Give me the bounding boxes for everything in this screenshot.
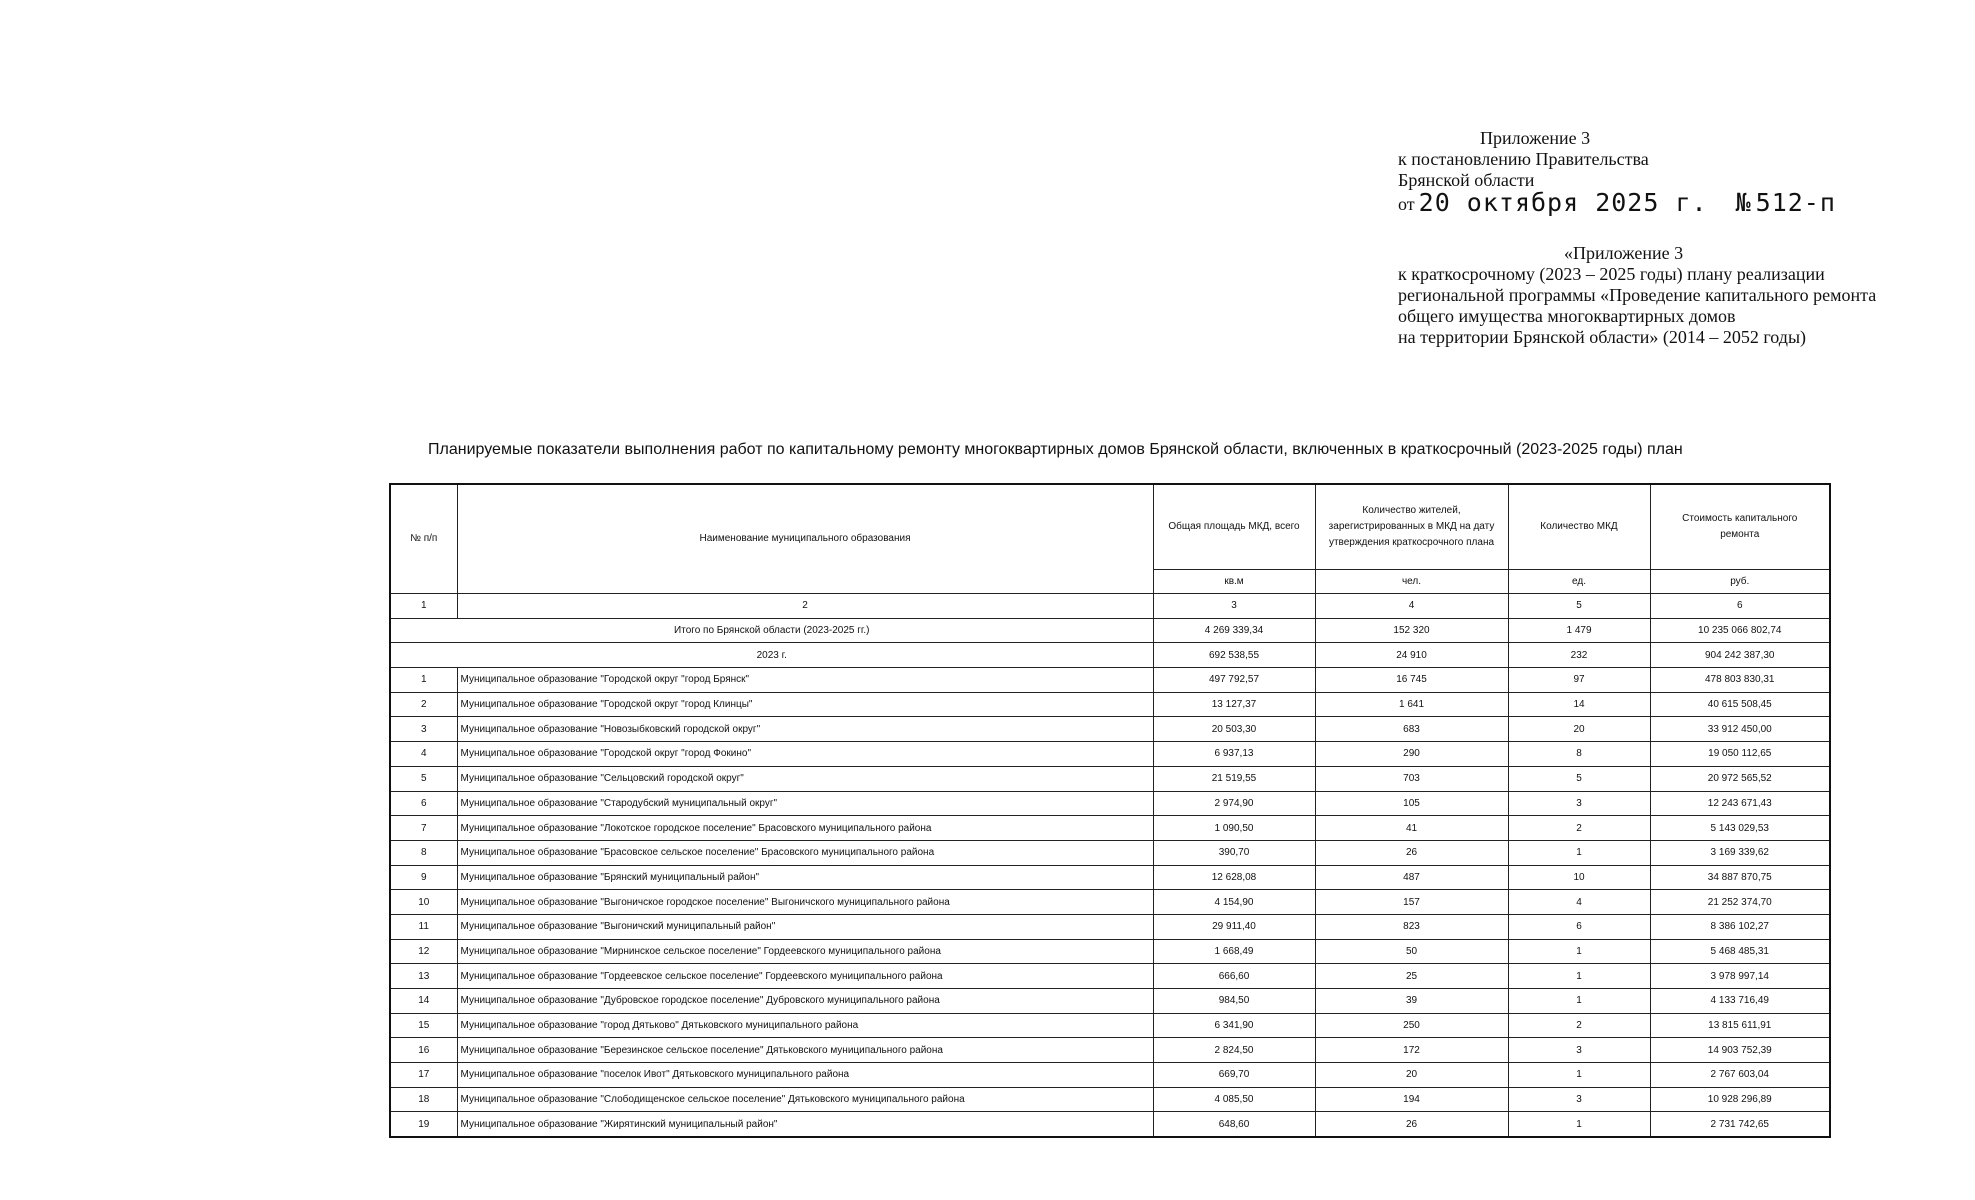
row-name: Муниципальное образование "Выгоничский муниципальный район" (457, 914, 1153, 939)
row-cost: 19 050 112,65 (1650, 742, 1830, 767)
header-cost (1650, 484, 1830, 570)
row-cost: 20 972 565,52 (1650, 766, 1830, 791)
row-area: 4 154,90 (1153, 890, 1315, 915)
row-name: Муниципальное образование "Городской округ "город Брянск" (457, 668, 1153, 693)
row-residents: 823 (1315, 914, 1508, 939)
row-residents: 50 (1315, 939, 1508, 964)
row-area: 666,60 (1153, 964, 1315, 989)
row-residents: 250 (1315, 1013, 1508, 1038)
row-cost: 8 386 102,27 (1650, 914, 1830, 939)
appendix-dateline (1398, 188, 1836, 217)
table-row (390, 890, 1830, 915)
appendix-line: Брянской области (1398, 170, 1535, 190)
table-body (390, 668, 1830, 1138)
unit-count: ед. (1508, 570, 1650, 594)
header-area: Общая площадь МКД, всего (1153, 484, 1315, 570)
row-residents: 20 (1315, 1063, 1508, 1088)
row-name: Муниципальное образование "Гордеевское сельское поселение" Гордеевского муниципального района (457, 964, 1153, 989)
row-count: 8 (1508, 742, 1650, 767)
row-residents: 41 (1315, 816, 1508, 841)
row-count: 10 (1508, 865, 1650, 890)
table-row (390, 816, 1830, 841)
total-label: Итого по Брянской области (2023-2025 гг.) (390, 618, 1153, 643)
row-number: 2 (390, 692, 457, 717)
table-row (390, 742, 1830, 767)
appendix-reference (1398, 243, 1876, 348)
total-row (390, 618, 1830, 643)
indicators-table (389, 483, 1831, 1138)
row-name: Муниципальное образование "Выгоничское городское поселение" Выгоничского муниципального района (457, 890, 1153, 915)
row-residents: 194 (1315, 1087, 1508, 1112)
header-num: № п/п (390, 484, 457, 594)
col-number: 1 (390, 594, 457, 619)
row-number: 14 (390, 989, 457, 1014)
col-number: 2 (457, 594, 1153, 619)
row-name: Муниципальное образование "Жирятинский муниципальный район" (457, 1112, 1153, 1137)
col-number: 5 (1508, 594, 1650, 619)
row-area: 390,70 (1153, 840, 1315, 865)
appendix-title: Приложение 3 (1480, 128, 1591, 148)
table-row (390, 939, 1830, 964)
row-number: 8 (390, 840, 457, 865)
year-count: 232 (1508, 643, 1650, 668)
row-area: 1 668,49 (1153, 939, 1315, 964)
table-row (390, 964, 1830, 989)
row-count: 1 (1508, 989, 1650, 1014)
row-number: 9 (390, 865, 457, 890)
row-number: 5 (390, 766, 457, 791)
appendix-ref-title: «Приложение 3 (1564, 243, 1684, 263)
row-name: Муниципальное образование "Стародубский муниципальный округ" (457, 791, 1153, 816)
total-area: 4 269 339,34 (1153, 618, 1315, 643)
row-residents: 26 (1315, 840, 1508, 865)
row-cost: 3 978 997,14 (1650, 964, 1830, 989)
row-count: 1 (1508, 1063, 1650, 1088)
row-count: 3 (1508, 1087, 1650, 1112)
total-cost: 10 235 066 802,74 (1650, 618, 1830, 643)
row-cost: 3 169 339,62 (1650, 840, 1830, 865)
header-residents-line: утверждения краткосрочного плана (1328, 537, 1495, 548)
unit-residents: чел. (1315, 570, 1508, 594)
unit-cost: руб. (1650, 570, 1830, 594)
header-residents-line: Количество жителей, (1362, 505, 1461, 516)
row-area: 984,50 (1153, 989, 1315, 1014)
row-cost: 21 252 374,70 (1650, 890, 1830, 915)
row-count: 14 (1508, 692, 1650, 717)
row-residents: 25 (1315, 964, 1508, 989)
header-residents-line: зарегистрированных в МКД на дату (1328, 521, 1495, 532)
row-number: 13 (390, 964, 457, 989)
table-row (390, 989, 1830, 1014)
row-name: Муниципальное образование "Сельцовский городской округ" (457, 766, 1153, 791)
table-title: Планируемые показатели выполнения работ по капитальному ремонту многоквартирных домов Брянской области, включенных в краткосрочный (2023-2025 годы) план (428, 441, 1683, 458)
row-cost: 4 133 716,49 (1650, 989, 1830, 1014)
row-cost: 5 468 485,31 (1650, 939, 1830, 964)
header-cost-line: Стоимость капитального (1682, 513, 1798, 524)
table-row (390, 1013, 1830, 1038)
row-cost: 33 912 450,00 (1650, 717, 1830, 742)
row-name: Муниципальное образование "Новозыбковский городской округ" (457, 717, 1153, 742)
row-area: 21 519,55 (1153, 766, 1315, 791)
row-area: 20 503,30 (1153, 717, 1315, 742)
row-count: 2 (1508, 816, 1650, 841)
row-name: Муниципальное образование "Березинское сельское поселение" Дятьковского муниципального района (457, 1038, 1153, 1063)
year-cost: 904 242 387,30 (1650, 643, 1830, 668)
row-area: 29 911,40 (1153, 914, 1315, 939)
row-residents: 39 (1315, 989, 1508, 1014)
decree-number-prefix: № (1735, 188, 1752, 217)
row-count: 4 (1508, 890, 1650, 915)
table-row (390, 1087, 1830, 1112)
year-residents: 24 910 (1315, 643, 1508, 668)
row-count: 3 (1508, 791, 1650, 816)
table-row (390, 865, 1830, 890)
row-name: Муниципальное образование "Дубровское городское поселение" Дубровского муниципального района (457, 989, 1153, 1014)
row-residents: 26 (1315, 1112, 1508, 1137)
appendix-ref-line: общего имущества многоквартирных домов (1398, 306, 1736, 326)
year-row (390, 643, 1830, 668)
table-header-row (390, 484, 1830, 570)
year-area: 692 538,55 (1153, 643, 1315, 668)
row-area: 6 937,13 (1153, 742, 1315, 767)
appendix-ref-line: к краткосрочному (2023 – 2025 годы) плану реализации (1398, 264, 1825, 284)
appendix-ref-line: региональной программы «Проведение капитального ремонта (1398, 285, 1877, 305)
total-residents: 152 320 (1315, 618, 1508, 643)
row-count: 20 (1508, 717, 1650, 742)
row-name: Муниципальное образование "Брянский муниципальный район" (457, 865, 1153, 890)
table-row (390, 668, 1830, 693)
row-cost: 14 903 752,39 (1650, 1038, 1830, 1063)
row-name: Муниципальное образование "Мирнинское сельское поселение" Гордеевского муниципального района (457, 939, 1153, 964)
row-residents: 1 641 (1315, 692, 1508, 717)
row-number: 6 (390, 791, 457, 816)
row-number: 19 (390, 1112, 457, 1137)
row-residents: 683 (1315, 717, 1508, 742)
column-number-row (390, 594, 1830, 619)
row-cost: 2 767 603,04 (1650, 1063, 1830, 1088)
year-label: 2023 г. (390, 643, 1153, 668)
row-area: 4 085,50 (1153, 1087, 1315, 1112)
row-number: 3 (390, 717, 457, 742)
row-area: 2 974,90 (1153, 791, 1315, 816)
table-row (390, 1038, 1830, 1063)
row-count: 1 (1508, 840, 1650, 865)
row-residents: 172 (1315, 1038, 1508, 1063)
row-cost: 10 928 296,89 (1650, 1087, 1830, 1112)
date-prefix: от (1398, 194, 1415, 214)
appendix-line: к постановлению Правительства (1398, 149, 1649, 169)
row-number: 18 (390, 1087, 457, 1112)
row-cost: 40 615 508,45 (1650, 692, 1830, 717)
total-count: 1 479 (1508, 618, 1650, 643)
row-residents: 157 (1315, 890, 1508, 915)
row-number: 16 (390, 1038, 457, 1063)
table-row (390, 766, 1830, 791)
row-name: Муниципальное образование "город Дятьково" Дятьковского муниципального района (457, 1013, 1153, 1038)
row-name: Муниципальное образование "поселок Ивот" Дятьковского муниципального района (457, 1063, 1153, 1088)
row-name: Муниципальное образование "Локотское городское поселение" Брасовского муниципального района (457, 816, 1153, 841)
row-count: 2 (1508, 1013, 1650, 1038)
row-area: 12 628,08 (1153, 865, 1315, 890)
row-count: 1 (1508, 964, 1650, 989)
row-area: 6 341,90 (1153, 1013, 1315, 1038)
row-cost: 12 243 671,43 (1650, 791, 1830, 816)
col-number: 3 (1153, 594, 1315, 619)
appendix-header (1398, 128, 1836, 215)
row-count: 1 (1508, 939, 1650, 964)
table-row (390, 717, 1830, 742)
col-number: 4 (1315, 594, 1508, 619)
header-name: Наименование муниципального образования (457, 484, 1153, 594)
table-row (390, 840, 1830, 865)
row-number: 4 (390, 742, 457, 767)
row-area: 497 792,57 (1153, 668, 1315, 693)
table-row (390, 1112, 1830, 1137)
row-cost: 2 731 742,65 (1650, 1112, 1830, 1137)
row-residents: 16 745 (1315, 668, 1508, 693)
col-number: 6 (1650, 594, 1830, 619)
row-cost: 13 815 611,91 (1650, 1013, 1830, 1038)
row-area: 669,70 (1153, 1063, 1315, 1088)
row-residents: 290 (1315, 742, 1508, 767)
row-area: 2 824,50 (1153, 1038, 1315, 1063)
row-number: 1 (390, 668, 457, 693)
row-number: 15 (390, 1013, 457, 1038)
row-count: 1 (1508, 1112, 1650, 1137)
unit-area: кв.м (1153, 570, 1315, 594)
row-cost: 5 143 029,53 (1650, 816, 1830, 841)
header-residents (1315, 484, 1508, 570)
row-cost: 34 887 870,75 (1650, 865, 1830, 890)
row-number: 10 (390, 890, 457, 915)
row-count: 3 (1508, 1038, 1650, 1063)
row-count: 97 (1508, 668, 1650, 693)
row-number: 12 (390, 939, 457, 964)
table-row (390, 692, 1830, 717)
row-number: 17 (390, 1063, 457, 1088)
row-area: 1 090,50 (1153, 816, 1315, 841)
row-count: 5 (1508, 766, 1650, 791)
row-name: Муниципальное образование "Слободищенское сельское поселение" Дятьковского муниципального района (457, 1087, 1153, 1112)
header-count: Количество МКД (1508, 484, 1650, 570)
row-residents: 105 (1315, 791, 1508, 816)
header-cost-line: ремонта (1720, 529, 1760, 540)
row-name: Муниципальное образование "Городской округ "город Фокино" (457, 742, 1153, 767)
table-row (390, 914, 1830, 939)
table-row (390, 1063, 1830, 1088)
row-area: 13 127,37 (1153, 692, 1315, 717)
row-cost: 478 803 830,31 (1650, 668, 1830, 693)
row-name: Муниципальное образование "Брасовское сельское поселение" Брасовского муниципального района (457, 840, 1153, 865)
row-residents: 487 (1315, 865, 1508, 890)
appendix-ref-line: на территории Брянской области» (2014 – 2052 годы) (1398, 327, 1807, 347)
table-row (390, 791, 1830, 816)
row-number: 11 (390, 914, 457, 939)
row-count: 6 (1508, 914, 1650, 939)
row-residents: 703 (1315, 766, 1508, 791)
decree-number: 512-п (1755, 188, 1836, 217)
row-name: Муниципальное образование "Городской округ "город Клинцы" (457, 692, 1153, 717)
decree-date: 20 октября 2025 г. (1418, 188, 1708, 217)
row-area: 648,60 (1153, 1112, 1315, 1137)
row-number: 7 (390, 816, 457, 841)
